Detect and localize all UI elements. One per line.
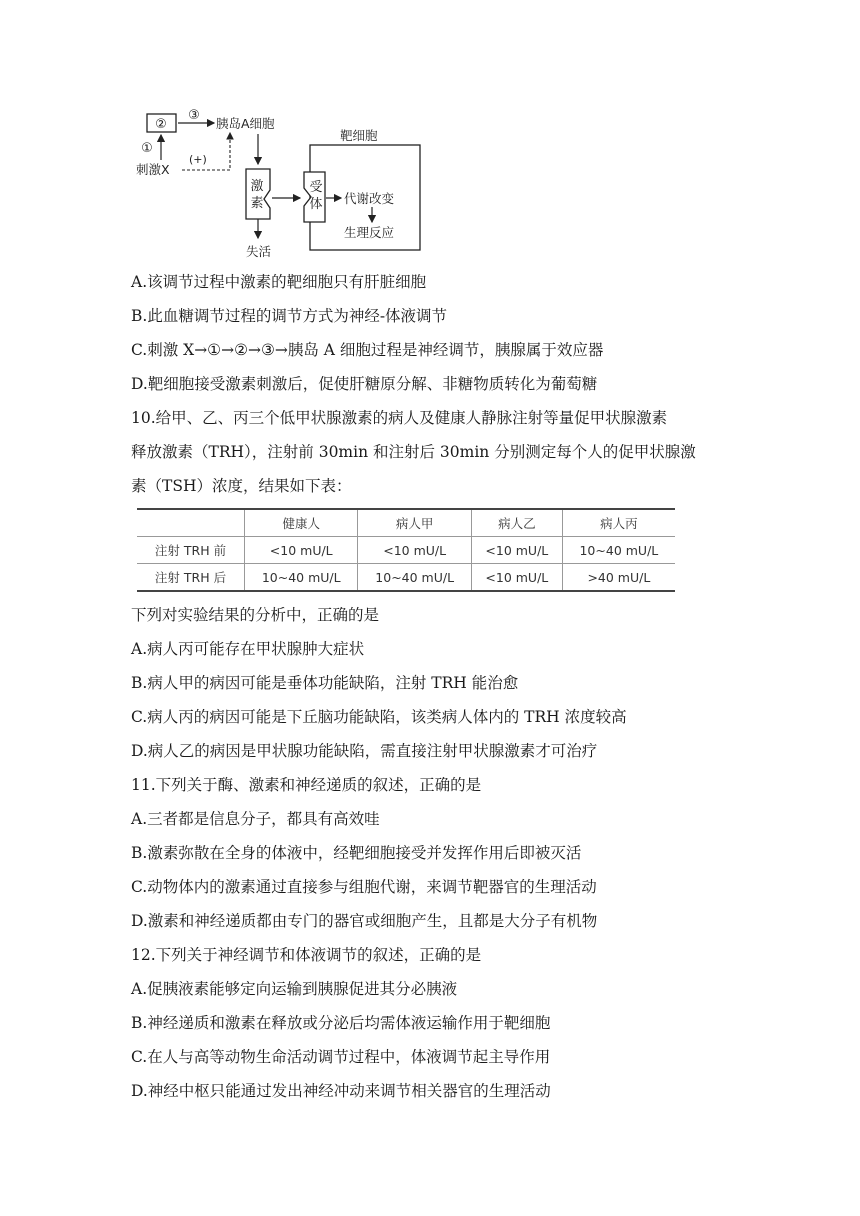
regulation-diagram [130,100,430,265]
node-2-label: ② [155,117,167,132]
q9-option-d: D.靶细胞接受激素刺激后，促使肝糖原分解、非糖物质转化为葡萄糖 [131,375,598,393]
q9-option-a: A.该调节过程中激素的靶细胞只有肝脏细胞 [131,273,427,291]
q10-option-b: B.病人甲的病因可能是垂体功能缺陷，注射 TRH 能治愈 [131,674,519,692]
metabolism-label: 代谢改变 [344,191,395,206]
q10-question: 下列对实验结果的分析中，正确的是 [131,606,380,624]
table-cell: 10~40 mU/L [245,564,358,592]
q11-stem: 11.下列关于酶、激素和神经递质的叙述，正确的是 [131,776,482,794]
stimulus-x-label: 刺激X [136,162,170,177]
table-header-cell [137,509,245,537]
receptor-label-1: 受 [309,180,323,195]
q12-option-d: D.神经中枢只能通过发出神经冲动来调节相关器官的生理活动 [131,1082,551,1100]
plus-label: (+) [189,153,207,166]
q10-option-a: A.病人丙可能存在甲状腺肿大症状 [131,640,365,658]
islet-a-cell-label: 胰岛A细胞 [216,116,275,131]
table-header-cell: 病人乙 [471,509,562,537]
inactivate-label: 失活 [246,244,272,259]
table-row [137,564,675,592]
label-1: ① [141,141,153,156]
target-cell-label: 靶细胞 [340,128,378,143]
q10-stem-line-1: 10.给甲、乙、丙三个低甲状腺激素的病人及健康人静脉注射等量促甲状腺激素 [131,409,668,427]
q10-stem-line-3: 素（TSH）浓度，结果如下表： [131,477,352,495]
q11-option-d: D.激素和神经递质都由专门的器官或细胞产生，且都是大分子有机物 [131,912,598,930]
q10-option-c: C.病人丙的病因可能是下丘脑功能缺陷，该类病人体内的 TRH 浓度较高 [131,708,627,726]
table-header-cell: 病人甲 [358,509,471,537]
table-row-label: 注射 TRH 后 [137,564,245,592]
table-cell: 10~40 mU/L [562,537,675,564]
q9-option-c: C.刺激 X→①→②→③→胰岛 A 细胞过程是神经调节，胰腺属于效应器 [131,341,604,359]
q12-stem: 12.下列关于神经调节和体液调节的叙述，正确的是 [131,946,482,964]
receptor-label-2: 体 [309,197,323,212]
q10-option-d: D.病人乙的病因是甲状腺功能缺陷，需直接注射甲状腺激素才可治疗 [131,742,598,760]
tsh-results-table [137,508,675,592]
table-cell: <10 mU/L [471,537,562,564]
hormone-label-1: 激 [250,179,264,194]
q9-option-b: B.此血糖调节过程的调节方式为神经-体液调节 [131,307,448,325]
table-header-cell: 病人丙 [562,509,675,537]
q10-stem-line-2: 释放激素（TRH），注射前 30min 和注射后 30min 分别测定每个人的促甲状腺激 [131,443,696,461]
hormone-box [246,169,270,219]
q11-option-c: C.动物体内的激素通过直接参与组胞代谢，来调节靶器官的生理活动 [131,878,597,896]
q12-option-a: A.促胰液素能够定向运输到胰腺促进其分必胰液 [131,980,458,998]
table-header-cell: 健康人 [245,509,358,537]
q11-option-b: B.激素弥散在全身的体液中，经靶细胞接受并发挥作用后即被灭活 [131,844,582,862]
q11-option-a: A.三者都是信息分子，都具有高效哇 [131,810,380,828]
table-cell: <10 mU/L [471,564,562,592]
table-cell: >40 mU/L [562,564,675,592]
table-header-row [137,509,675,537]
table-row [137,537,675,564]
hormone-label-2: 素 [250,196,264,211]
q12-option-b: B.神经递质和激素在释放或分泌后均需体液运输作用于靶细胞 [131,1014,551,1032]
table-cell: <10 mU/L [245,537,358,564]
q12-option-c: C.在人与高等动物生命活动调节过程中，体液调节起主导作用 [131,1048,551,1066]
table-cell: 10~40 mU/L [358,564,471,592]
physio-label: 生理反应 [344,225,395,240]
label-3: ③ [188,108,200,123]
table-cell: <10 mU/L [358,537,471,564]
table-row-label: 注射 TRH 前 [137,537,245,564]
